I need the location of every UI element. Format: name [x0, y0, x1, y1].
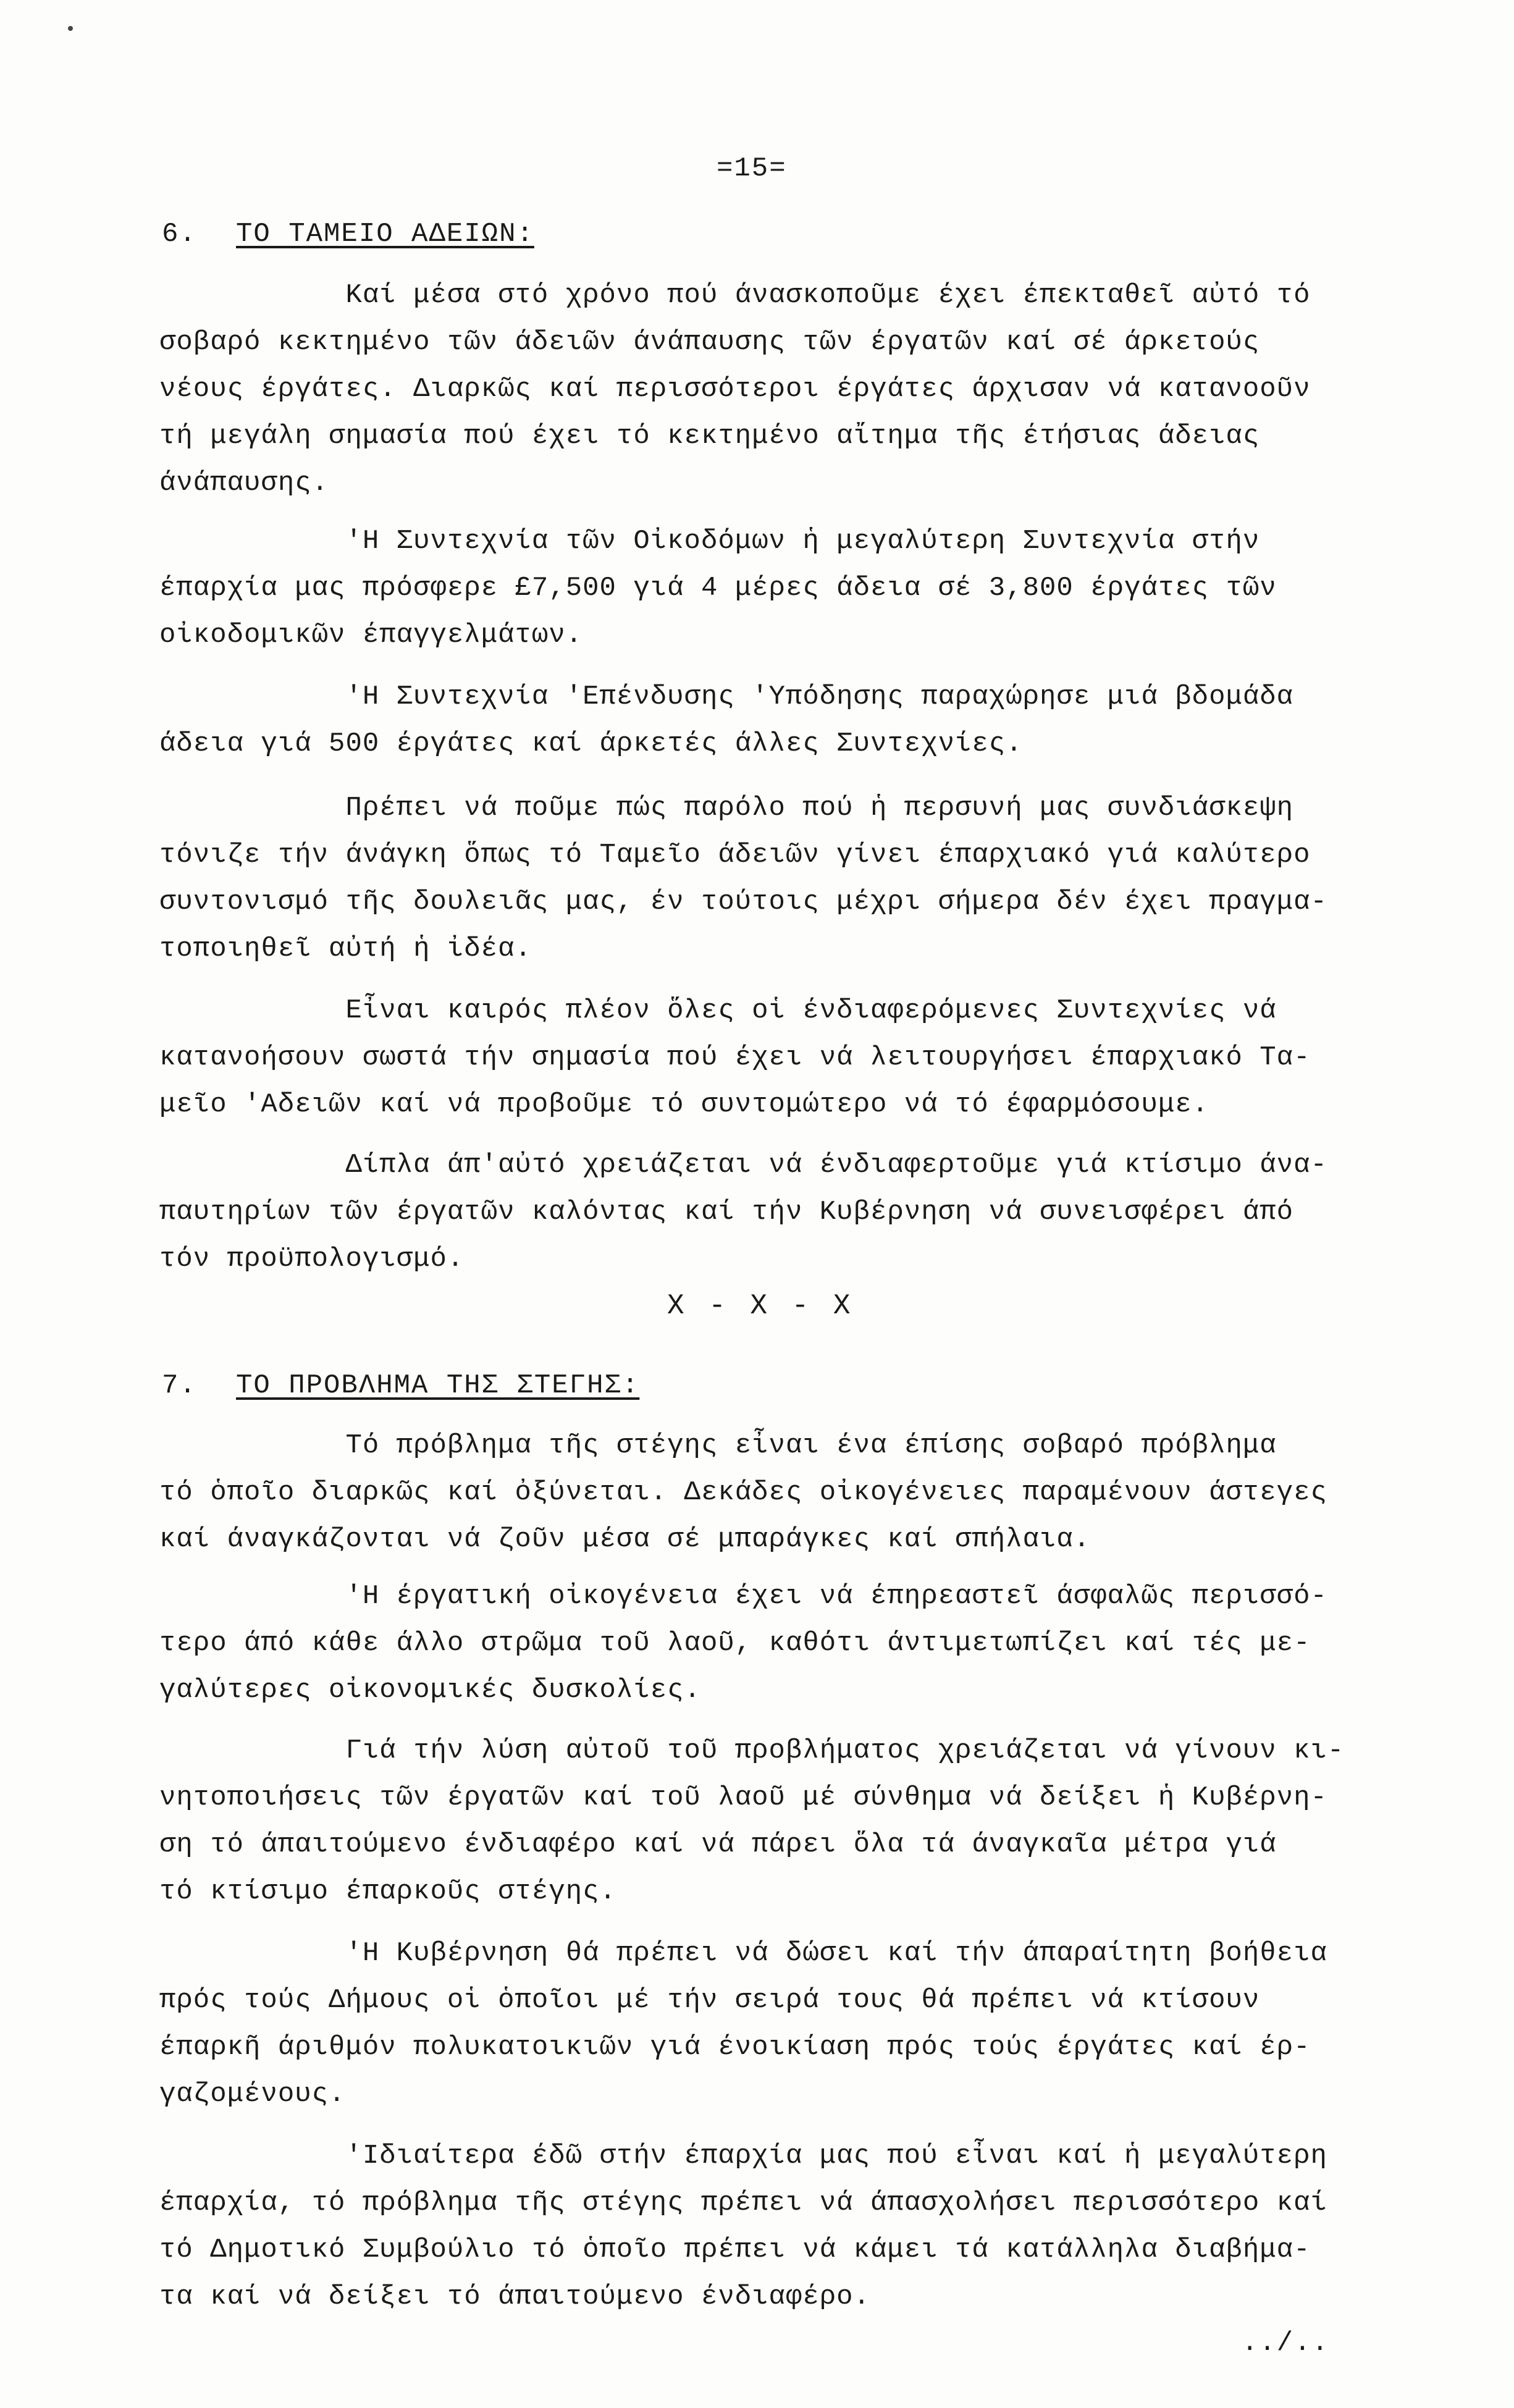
section-separator: X - X - X	[667, 1290, 854, 1322]
section-6-paragraph-6: Δίπλα άπ'αὐτό χρειάζεται νά ένδιαφερτοῦμε γιά κτίσιμο άνα- παυτηρίων τῶν έργατῶν καλόντας καί τήν Κυβέρνηση νά συνεισφέρει άπό τόν προϋπολογισμό.	[159, 1150, 1327, 1274]
section-6-title: ΤΟ ΤΑΜΕΙΟ ΑΔΕΙΩΝ:	[236, 219, 534, 250]
section-6-number: 6.	[162, 219, 197, 250]
section-7-paragraph-1: Τό πρόβλημα τῆς στέγης εἶναι ένα έπίσης σοβαρό πρόβλημα τό ὁποῖο διαρκῶς καί ὀξύνεται. Δεκάδες οἰκογένειες παραμένουν άστεγες καί άναγκάζονται νά ζοῦν μέσα σέ μπαράγκες καί σπήλαια.	[159, 1430, 1327, 1555]
section-6-paragraph-5: Εἶναι καιρός πλέον ὅλες οἱ ένδιαφερόμενες Συντεχνίες νά κατανοήσουν σωστά τήν σημασία πού έχει νά λειτουργήσει έπαρχιακό Τα- μεῖο 'Αδειῶν καί νά προβοῦμε τό συντομώτερο νά τό έφαρμόσουμε.	[159, 995, 1311, 1120]
section-7-heading	[162, 1370, 639, 1401]
section-7-paragraph-5: 'Ιδιαίτερα έδῶ στήν έπαρχία μας πού εἶναι καί ἡ μεγαλύτερη έπαρχία, τό πρόβλημα τῆς στέγης πρέπει νά άπασχολήσει περισσότερο καί τό Δημοτικό Συμβούλιο τό ὁποῖο πρέπει νά κάμει τά κατάλληλα διαβήμα- τα καί νά δείξει τό άπαιτούμενο ένδιαφέρο.	[159, 2141, 1327, 2312]
section-6-paragraph-1: Καί μέσα στό χρόνο πού άνασκοποῦμε έχει έπεκταθεῖ αὐτό τό σοβαρό κεκτημένο τῶν άδειῶν άνάπαυσης τῶν έργατῶν καί σέ άρκετούς νέους έργάτες. Διαρκῶς καί περισσότεροι έργάτες άρχισαν νά κατανοοῦν τή μεγάλη σημασία πού έχει τό κεκτημένο αἴτημα τῆς έτήσιας άδειας άνάπαυσης.	[159, 280, 1311, 499]
section-7-paragraph-3: Γιά τήν λύση αὐτοῦ τοῦ προβλήματος χρειάζεται νά γίνουν κι- νητοποιήσεις τῶν έργατῶν καί τοῦ λαοῦ μέ σύνθημα νά δείξει ἡ Κυβέρνη- ση τό άπαιτούμενο ένδιαφέρο καί νά πάρει ὅλα τά άναγκαῖα μέτρα γιά τό κτίσιμο έπαρκοῦς στέγης.	[159, 1735, 1345, 1907]
scan-speck	[68, 26, 73, 31]
section-7-title: ΤΟ ΠΡΟΒΛΗΜΑ ΤΗΣ ΣΤΕΓΗΣ:	[236, 1370, 640, 1401]
section-7-paragraph-4: 'Η Κυβέρνηση θά πρέπει νά δώσει καί τήν άπαραίτητη βοήθεια πρός τούς Δήμους οἱ ὁποῖοι μέ τήν σειρά τους θά πρέπει νά κτίσουν έπαρκῆ άριθμόν πολυκατοικιῶν γιά ένοικίαση πρός τούς έργάτες καί έρ- γαζομένους.	[159, 1938, 1327, 2110]
page-number: =15=	[717, 153, 787, 184]
continuation-mark: ../..	[1242, 2328, 1330, 2359]
section-6-paragraph-3: 'Η Συντεχνία 'Επένδυσης 'Υπόδησης παραχώρησε μιά βδομάδα άδεια γιά 500 έργάτες καί άρκετές άλλες Συντεχνίες.	[159, 681, 1294, 759]
section-7-paragraph-2: 'Η έργατική οἰκογένεια έχει νά έπηρεαστεῖ άσφαλῶς περισσό- τερο άπό κάθε άλλο στρῶμα τοῦ λαοῦ, καθότι άντιμετωπίζει καί τές με- γαλύτερες οἰκονομικές δυσκολίες.	[159, 1581, 1327, 1706]
section-6-heading	[162, 219, 534, 250]
section-6-paragraph-2: 'Η Συντεχνία τῶν Οἰκοδόμων ἡ μεγαλύτερη Συντεχνία στήν έπαρχία μας πρόσφερε £7,500 γιά 4 μέρες άδεια σέ 3,800 έργάτες τῶν οἰκοδομικῶν έπαγγελμάτων.	[159, 526, 1277, 650]
section-7-number: 7.	[162, 1370, 197, 1401]
section-6-paragraph-4: Πρέπει νά ποῦμε πώς παρόλο πού ἡ περσυνή μας συνδιάσκεψη τόνιζε τήν άνάγκη ὅπως τό Ταμεῖο άδειῶν γίνει έπαρχιακό γιά καλύτερο συντονισμό τῆς δουλειᾶς μας, έν τούτοις μέχρι σήμερα δέν έχει πραγμα- τοποιηθεῖ αὐτή ἡ ἰδέα.	[159, 793, 1327, 964]
